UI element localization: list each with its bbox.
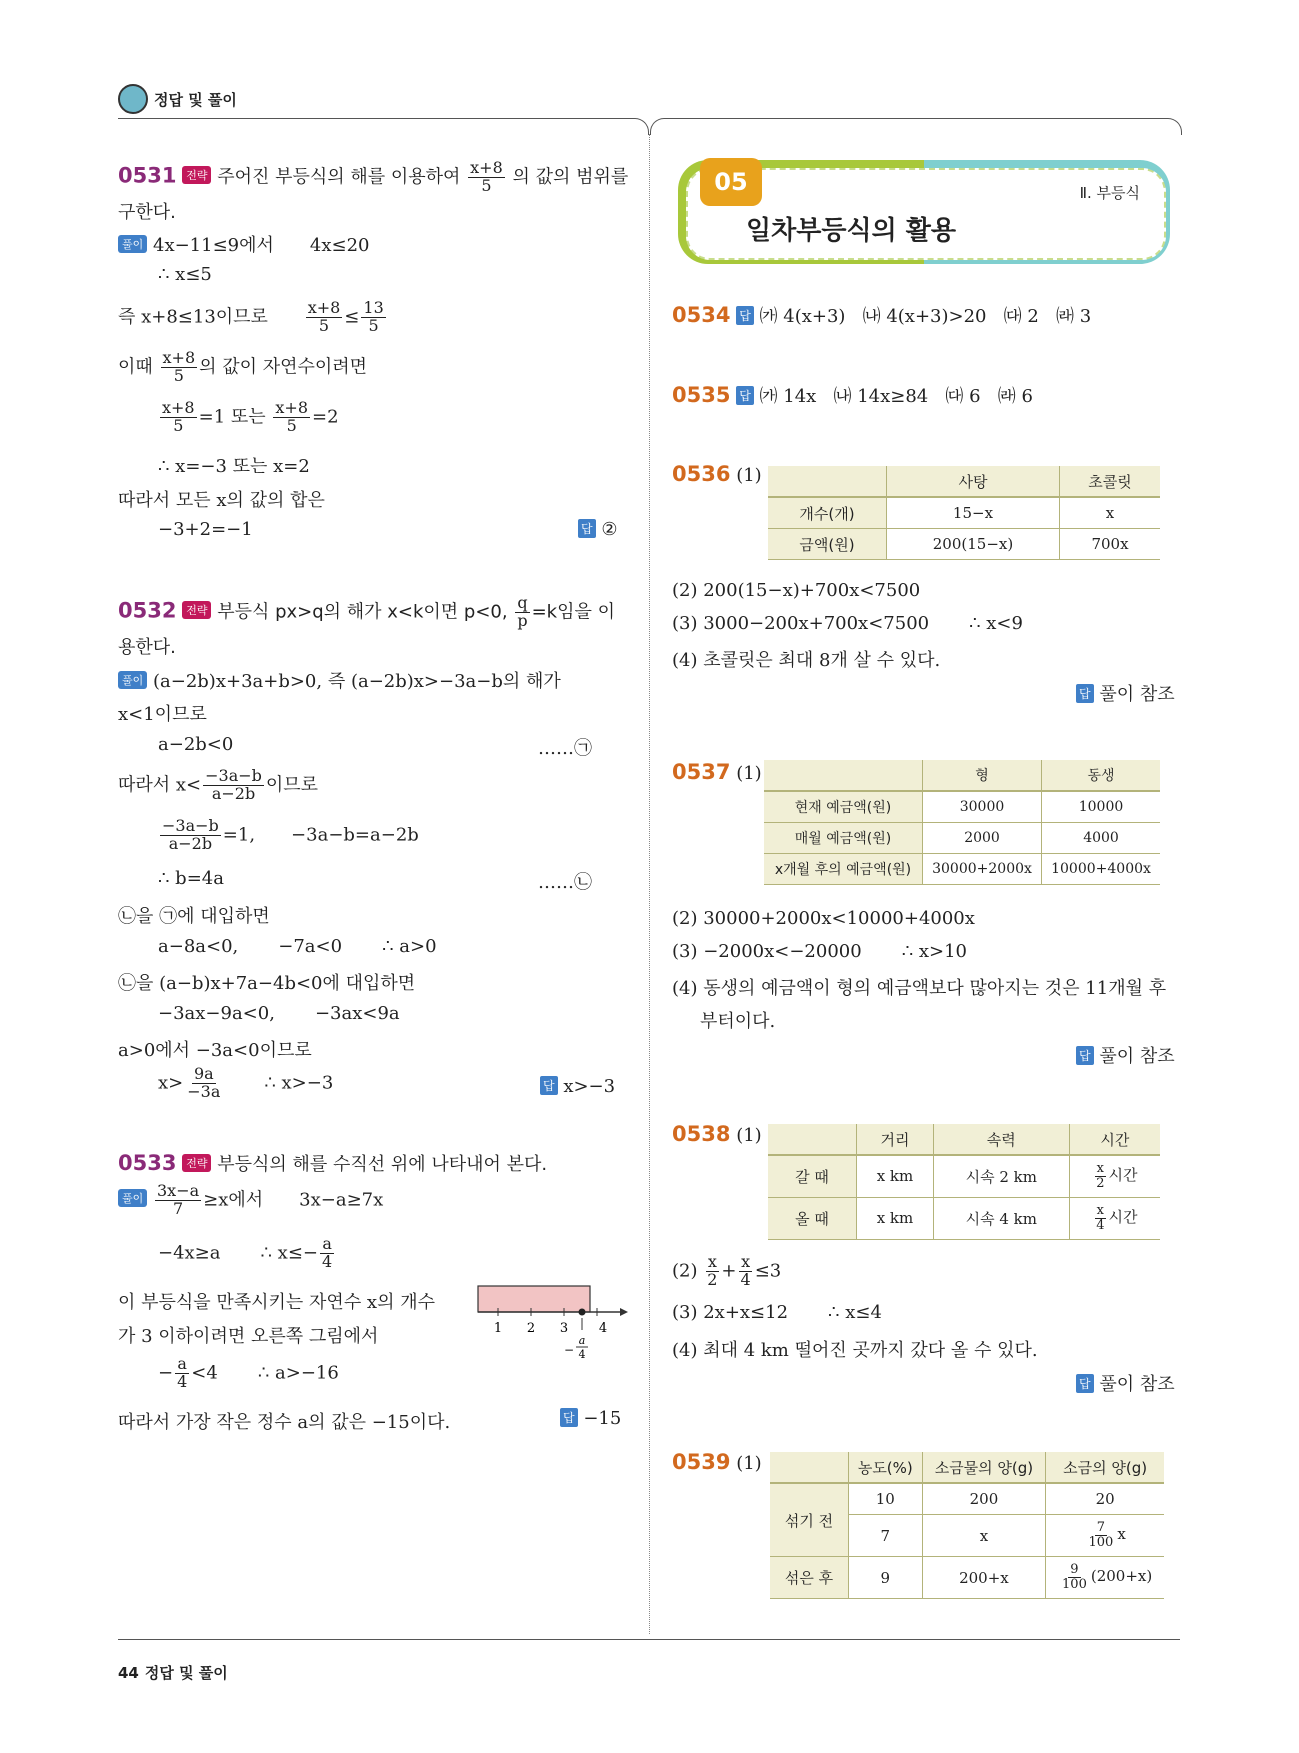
problem-0539: 0539 (1) (672, 1450, 762, 1474)
solution-line: a−8a<0, −7a<0 ∴ a>0 (158, 936, 437, 957)
answer-0532: 답 x>−3 (540, 1076, 615, 1097)
marker-num: a (578, 1334, 586, 1347)
answer-0537: 답 풀이 참조 (1076, 1042, 1175, 1068)
problem-number: 0536 (672, 462, 731, 486)
strategy-tag: 전략 (182, 166, 211, 184)
number-line-figure (470, 1282, 630, 1362)
answer-tag: 답 (736, 306, 754, 325)
answer-tag: 답 (578, 519, 596, 538)
strategy-text: 의 값의 범위를 (512, 166, 629, 188)
solution-line: 가 3 이하이려면 오른쪽 그림에서 (118, 1326, 379, 1347)
answer-0533: 답 −15 (560, 1408, 621, 1429)
section-number: 05 (700, 158, 762, 206)
solution-line: (3) 2x+x≤12 ∴ x≤4 (672, 1302, 882, 1323)
solution-line: (2) 30000+2000x<10000+4000x (672, 908, 975, 929)
strategy-text: 구한다. (118, 202, 176, 223)
table-0539: 농도(%) 소금물의 양(g) 소금의 양(g) 섞기 전 10 200 20 7 x $\frac{7}{100}$ x 섞은 후 9 200+x $\frac{9}{100}$ (200+x) (770, 1452, 1164, 1599)
tick-label: 2 (526, 1321, 536, 1336)
equation-mark: ……㉠ (538, 738, 592, 759)
answer-tag: 답 (560, 1408, 578, 1427)
solution-line: 풀이 $\frac{3x-a}{7}$ ≥x에서 3x−a≥7x (118, 1183, 383, 1218)
boundary-point (579, 1309, 586, 1316)
marker-den: 4 (578, 1348, 586, 1361)
problem-0532-strategy: 0532 전략 부등식 px>q의 해가 x<k이면 p<0, $\frac{q}{p}$ =k임을 이 (118, 593, 615, 630)
answer-0538: 답 풀이 참조 (1076, 1370, 1175, 1396)
answer-tag: 답 (736, 386, 754, 405)
tick-label: 4 (598, 1321, 608, 1336)
left-column-frame (118, 118, 649, 135)
solution-line: −3+2=−1 (158, 519, 253, 540)
page-footer (118, 1662, 228, 1683)
page-number: 44 (118, 1663, 139, 1682)
solution-line: 따라서 모든 x의 값의 합은 (118, 490, 325, 511)
solution-line: x<1이므로 (118, 704, 207, 725)
solution-line: 풀이 (a−2b)x+3a+b>0, 즉 (a−2b)x>−3a−b의 해가 (118, 667, 561, 693)
solution-line: 부터이다. (700, 1011, 776, 1032)
problem-number: 0535 (672, 383, 731, 407)
solution-tag: 풀이 (118, 1189, 147, 1207)
solution-line: a−2b<0 (158, 734, 234, 755)
answer-0536: 답 풀이 참조 (1076, 680, 1175, 706)
solution-line: 따라서 가장 작은 정수 a의 값은 −15이다. (118, 1412, 451, 1433)
solution-line: $\frac{x+8}{5}$ =1 또는 $\frac{x+8}{5}$ =2 (162, 398, 339, 435)
problem-0534: 0534 답 ㈎ 4(x+3) ㈏ 4(x+3)>20 ㈐ 2 ㈑ 3 (672, 303, 1092, 327)
axis-arrow-icon (620, 1308, 628, 1316)
table-0537: 형 동생 현재 예금액(원) 30000 10000 매월 예금액(원) 2000 4000 x개월 후의 예금액(원) 30000+2000x 10000+4000x (764, 760, 1160, 885)
solution-line: −3ax−9a<0, −3ax<9a (158, 1003, 400, 1024)
table-0538: 거리 속력 시간 갈 때 x km 시속 2 km $\frac{x}{2}$ 시간 올 때 x km 시속 4 km $\frac{x}{4}$ 시간 (768, 1124, 1160, 1240)
problem-number: 0539 (672, 1450, 731, 1474)
solution-tag: 풀이 (118, 235, 147, 253)
problem-number: 0533 (118, 1151, 177, 1175)
solution-line: 즉 x+8≤13이므로 $\frac{x+8}{5}$ ≤ $\frac{13}{5}$ (118, 298, 384, 335)
solution-tag: 풀이 (118, 671, 147, 689)
solution-line: a>0에서 −3a<0이므로 (118, 1040, 312, 1061)
fraction: $\frac{x+8}{5}$ (470, 158, 503, 195)
right-column-frame (650, 118, 1182, 135)
footer-title: 정답 및 풀이 (144, 1664, 228, 1682)
footer-rule (118, 1639, 1180, 1640)
chapter-label: Ⅱ. 부등식 (1079, 184, 1140, 202)
mascot-icon (118, 84, 148, 114)
solution-line: (2) 200(15−x)+700x<7500 (672, 580, 921, 601)
solution-line: (4) 동생의 예금액이 형의 예금액보다 많아지는 것은 11개월 후 (672, 978, 1167, 999)
solution-line: 이 부등식을 만족시키는 자연수 x의 개수 (118, 1292, 435, 1313)
solution-line: ㉡을 (a−b)x+7a−4b<0에 대입하면 (118, 973, 416, 994)
marker-sign: − (563, 1343, 575, 1357)
tick-label: 3 (559, 1321, 569, 1336)
solution-line: 이때 $\frac{x+8}{5}$ 의 값이 자연수이려면 (118, 348, 368, 385)
table-0536: 사탕 초콜릿 개수(개) 15−x x 금액(원) 200(15−x) 700x (768, 466, 1160, 560)
solution-line: ∴ x≤5 (158, 264, 212, 285)
problem-0536: 0536 (1) (672, 462, 762, 486)
page-header (118, 84, 237, 114)
problem-number: 0538 (672, 1122, 731, 1146)
problem-number: 0532 (118, 598, 177, 623)
tick-label: 1 (493, 1321, 503, 1336)
solution-line: −4x≥a ∴ x≤− $\frac{a}{4}$ (158, 1234, 333, 1271)
strategy-tag: 전략 (182, 1154, 211, 1172)
problem-0535: 0535 답 ㈎ 14x ㈏ 14x≥84 ㈐ 6 ㈑ 6 (672, 383, 1033, 407)
solution-line: 따라서 x< $\frac{-3a-b}{a-2b}$ 이므로 (118, 766, 319, 803)
column-divider (649, 134, 650, 1634)
solution-line: (2) $\frac{x}{2}$ + $\frac{x}{4}$ ≤3 (672, 1252, 782, 1289)
solution-line: ∴ x=−3 또는 x=2 (158, 456, 310, 477)
solution-line: $\frac{-3a-b}{a-2b}$ =1, −3a−b=a−2b (162, 816, 419, 853)
problem-0533-strategy: 0533 전략 부등식의 해를 수직선 위에 나타내어 본다. (118, 1151, 548, 1175)
answer-tag: 답 (1076, 684, 1094, 703)
problem-number: 0537 (672, 760, 731, 784)
answer-0531: 답 ② (578, 519, 617, 540)
problem-number: 0531 (118, 163, 177, 188)
section-title: 일차부등식의 활용 (746, 216, 956, 246)
solution-line: − $\frac{a}{4}$ <4 ∴ a>−16 (158, 1354, 339, 1391)
strategy-text: 용한다. (118, 637, 176, 658)
solution-line: 풀이 4x−11≤9에서 4x≤20 (118, 231, 370, 257)
solution-region (478, 1286, 590, 1312)
problem-0531-strategy (118, 160, 628, 195)
solution-line: (4) 최대 4 km 떨어진 곳까지 갔다 올 수 있다. (672, 1340, 1038, 1361)
answer-tag: 답 (540, 1076, 558, 1095)
equation-mark: ……㉡ (538, 872, 592, 893)
solution-line: (3) 3000−200x+700x<7500 ∴ x<9 (672, 613, 1023, 634)
answer-tag: 답 (1076, 1046, 1094, 1065)
solution-line: ∴ b=4a (158, 868, 224, 889)
problem-0538: 0538 (1) (672, 1122, 762, 1146)
section-banner (678, 160, 1174, 268)
problem-number: 0534 (672, 303, 731, 327)
strategy-tag: 전략 (182, 601, 211, 619)
header-title: 정답 및 풀이 (154, 90, 237, 109)
strategy-text: 주어진 부등식의 해를 이용하여 (217, 166, 461, 188)
problem-0537: 0537 (1) (672, 760, 762, 784)
solution-line: (4) 초콜릿은 최대 8개 살 수 있다. (672, 650, 941, 671)
solution-line: x> $\frac{9a}{-3a}$ ∴ x>−3 (158, 1064, 334, 1101)
solution-line: (3) −2000x<−20000 ∴ x>10 (672, 941, 967, 962)
answer-tag: 답 (1076, 1374, 1094, 1393)
solution-line: ㉡을 ㉠에 대입하면 (118, 906, 270, 927)
